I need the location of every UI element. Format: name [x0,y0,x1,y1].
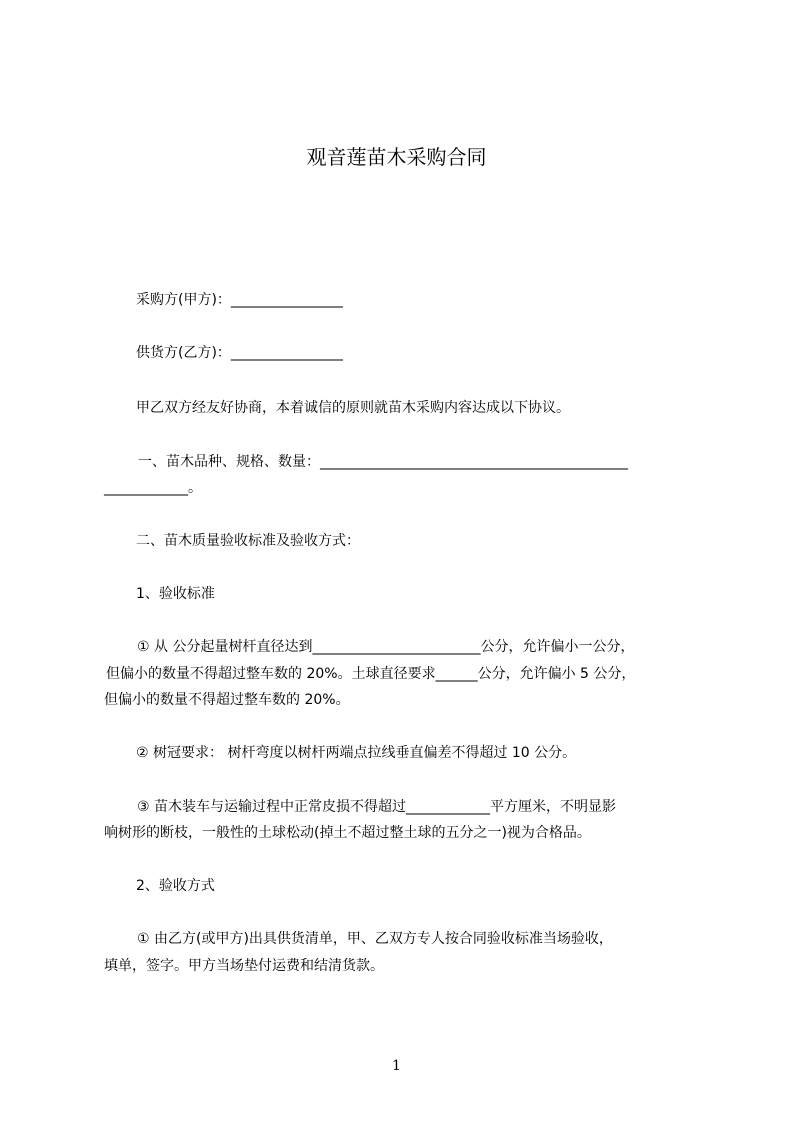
page-number: 1 [392,1058,401,1074]
contract-title: 观音莲苗木采购合同 [306,145,487,169]
sub2-heading: 2、验收方式 [136,878,215,894]
item1-line3: 但偏小的数量不得超过整车数的 20%。 [104,692,350,708]
section1-line2: ____________。 [104,480,202,496]
method1-line1: ① 由乙方(或甲方)出具供货清单，甲、乙双方专人按合同验收标准当场验收， [137,931,613,947]
item3-line2: 响树形的断枝，一般性的土球松动(掉土不超过整土球的五分之一)视为合格品。 [104,825,591,841]
item1-line2: 但偏小的数量不得超过整车数的 20%。土球直径要求______公分，允许偏小 5 公分， [106,666,636,682]
method1-line2: 填单，签字。甲方当场垫付运费和结清货款。 [104,958,384,974]
sub1-heading: 1、验收标准 [136,586,215,602]
section2-heading: 二、苗木质量验收标准及验收方式： [136,533,360,549]
seller-line: 供货方(乙方)：________________ [136,345,343,361]
buyer-line: 采购方(甲方)：________________ [136,292,343,308]
item1-line1: ① 从 公分起量树杆直径达到________________________公分，允许偏小一公分， [137,639,635,655]
item3-line1: ③ 苗木装车与运输过程中正常皮损不得超过____________平方厘米，不明显影 [137,799,616,815]
intro-paragraph: 甲乙双方经友好协商，本着诚信的原则就苗木采购内容达成以下协议。 [136,400,570,416]
item2-line1: ② 树冠要求： 树杆弯度以树杆两端点拉线垂直偏差不得超过 10 公分。 [136,745,577,761]
section1-line1: 一、苗木品种、规格、数量：____________________________________________ [138,454,628,470]
